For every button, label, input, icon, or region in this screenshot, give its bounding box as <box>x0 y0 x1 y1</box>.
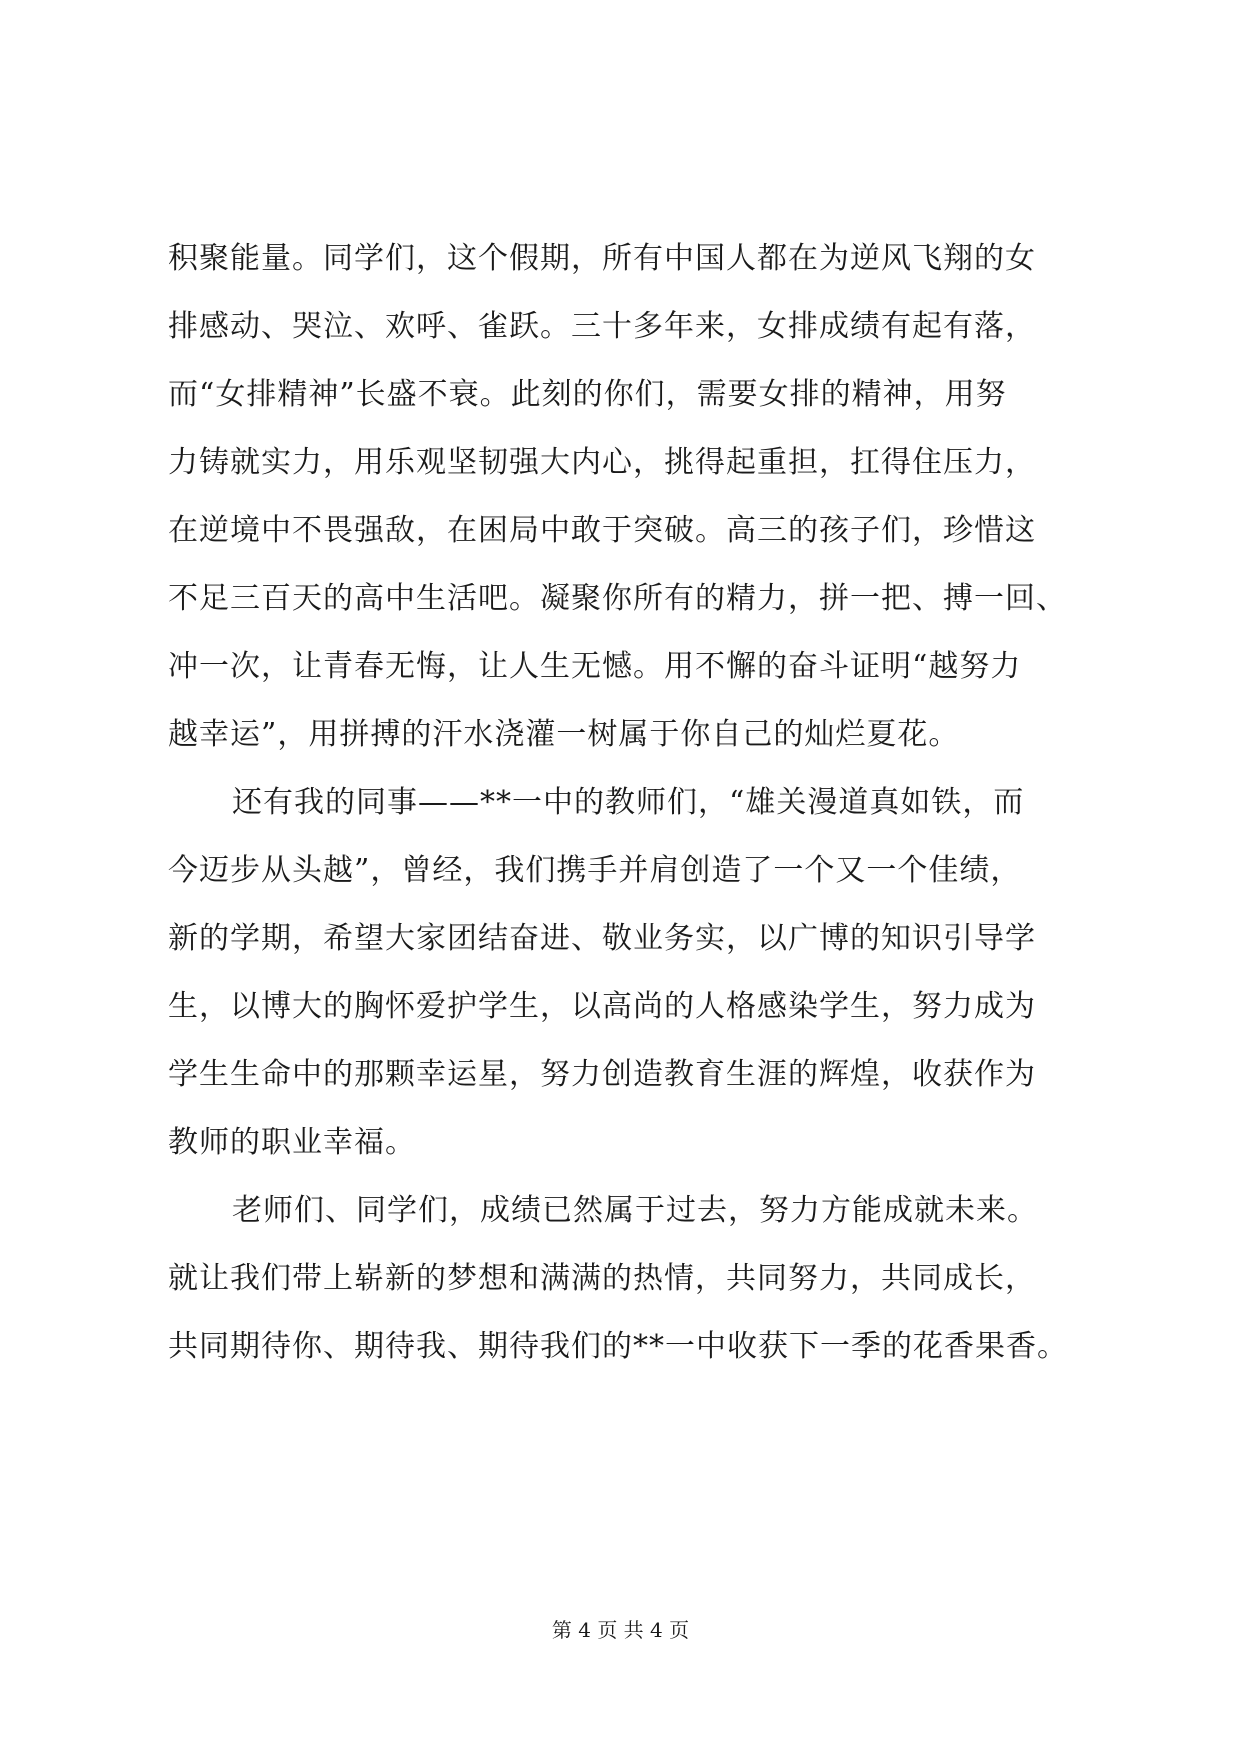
paragraph-start-line: 还有我的同事——**一中的教师们，“雄关漫道真如铁，而 <box>232 785 1025 820</box>
text-line: 教师的职业幸福。 <box>168 1125 416 1160</box>
paragraph-start-line: 老师们、同学们，成绩已然属于过去，努力方能成就未来。 <box>232 1193 1038 1228</box>
text-line: 共同期待你、期待我、期待我们的**一中收获下一季的花香果香。 <box>168 1329 1068 1364</box>
text-line: 不足三百天的高中生活吧。凝聚你所有的精力，拼一把、搏一回、 <box>168 581 1067 616</box>
text-line: 今迈步从头越”，曾经，我们携手并肩创造了一个又一个佳绩， <box>168 853 1022 888</box>
text-line: 排感动、哭泣、欢呼、雀跃。三十多年来，女排成绩有起有落， <box>168 309 1036 344</box>
text-line: 而“女排精神”长盛不衰。此刻的你们，需要女排的精神，用努 <box>168 377 1007 412</box>
text-line: 积聚能量。同学们，这个假期，所有中国人都在为逆风飞翔的女 <box>168 241 1036 276</box>
text-line: 就让我们带上崭新的梦想和满满的热情，共同努力，共同成长， <box>168 1261 1036 1296</box>
text-line: 学生生命中的那颗幸运星，努力创造教育生涯的辉煌，收获作为 <box>168 1057 1036 1092</box>
text-line: 新的学期，希望大家团结奋进、敬业务实，以广博的知识引导学 <box>168 921 1036 956</box>
text-line: 冲一次，让青春无悔，让人生无憾。用不懈的奋斗证明“越努力 <box>168 649 1022 684</box>
page-number-footer: 第 4 页 共 4 页 <box>551 1618 690 1642</box>
text-line: 越幸运”，用拼搏的汗水浇灌一树属于你自己的灿烂夏花。 <box>168 717 960 752</box>
text-line: 力铸就实力，用乐观坚韧强大内心，挑得起重担，扛得住压力， <box>168 445 1036 480</box>
text-line: 在逆境中不畏强敌，在困局中敢于突破。高三的孩子们，珍惜这 <box>168 513 1036 548</box>
text-line: 生，以博大的胸怀爱护学生，以高尚的人格感染学生，努力成为 <box>168 989 1036 1024</box>
document-body <box>168 225 1073 1381</box>
